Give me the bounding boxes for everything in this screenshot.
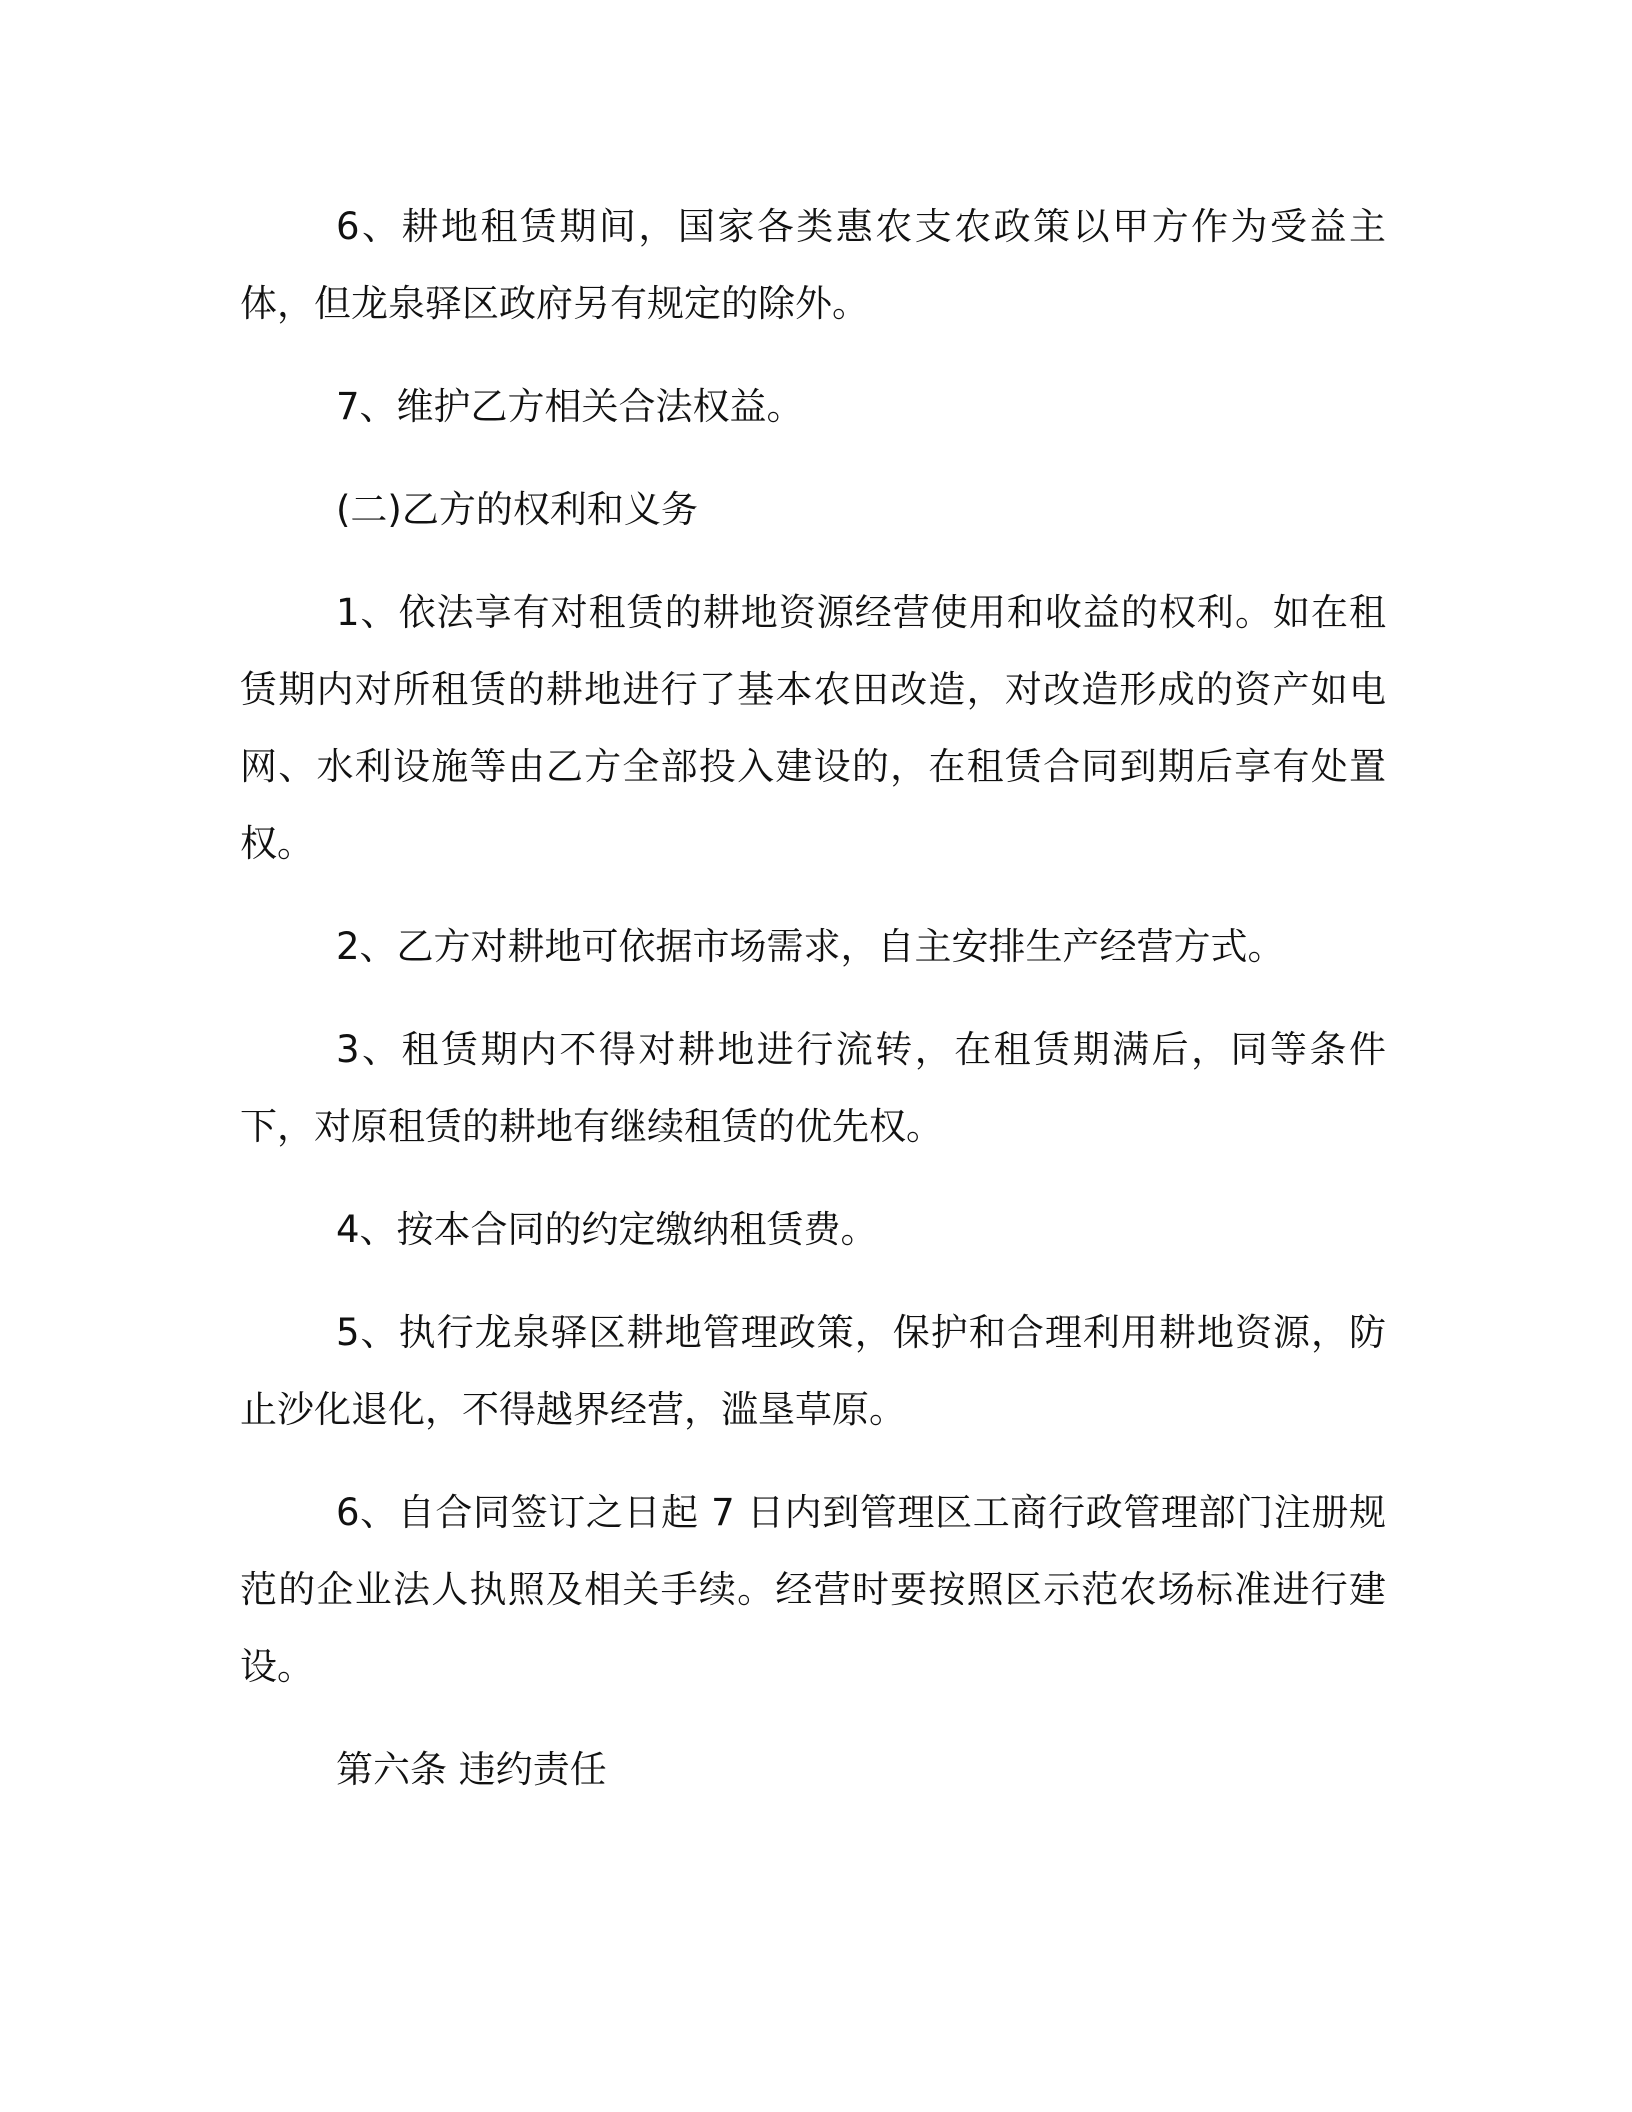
- paragraph-pay-rent: 4、按本合同的约定缴纳租赁费。: [336, 1208, 878, 1251]
- article-heading-liability: 第六条 违约责任: [336, 1748, 607, 1791]
- paragraph-production-mode: 2、乙方对耕地可依据市场需求，自主安排生产经营方式。: [336, 925, 1285, 968]
- section-heading-party-b: (二)乙方的权利和义务: [336, 488, 698, 531]
- paragraph-usage-rights: 1、依法享有对租赁的耕地资源经营使用和收益的权利。如在租赁期内对所租赁的耕地进行了基本农田改造，对改造形成的资产如电网、水利设施等由乙方全部投入建设的，在租赁合同到期后享有处置权。: [240, 591, 1386, 865]
- document-body: [240, 188, 1386, 1808]
- paragraph-policy-beneficiary: 6、耕地租赁期间，国家各类惠农支农政策以甲方作为受益主体，但龙泉驿区政府另有规定的除外。: [240, 205, 1386, 325]
- paragraph-protect-rights: 7、维护乙方相关合法权益。: [336, 385, 804, 428]
- paragraph-registration: 6、自合同签订之日起 7 日内到管理区工商行政管理部门注册规范的企业法人执照及相关手续。经营时要按照区示范农场标准进行建设。: [240, 1491, 1386, 1688]
- paragraph-land-policy: 5、执行龙泉驿区耕地管理政策，保护和合理利用耕地资源，防止沙化退化，不得越界经营，滥垦草原。: [240, 1311, 1386, 1431]
- paragraph-no-transfer: 3、租赁期内不得对耕地进行流转，在租赁期满后，同等条件下，对原租赁的耕地有继续租赁的优先权。: [240, 1028, 1386, 1148]
